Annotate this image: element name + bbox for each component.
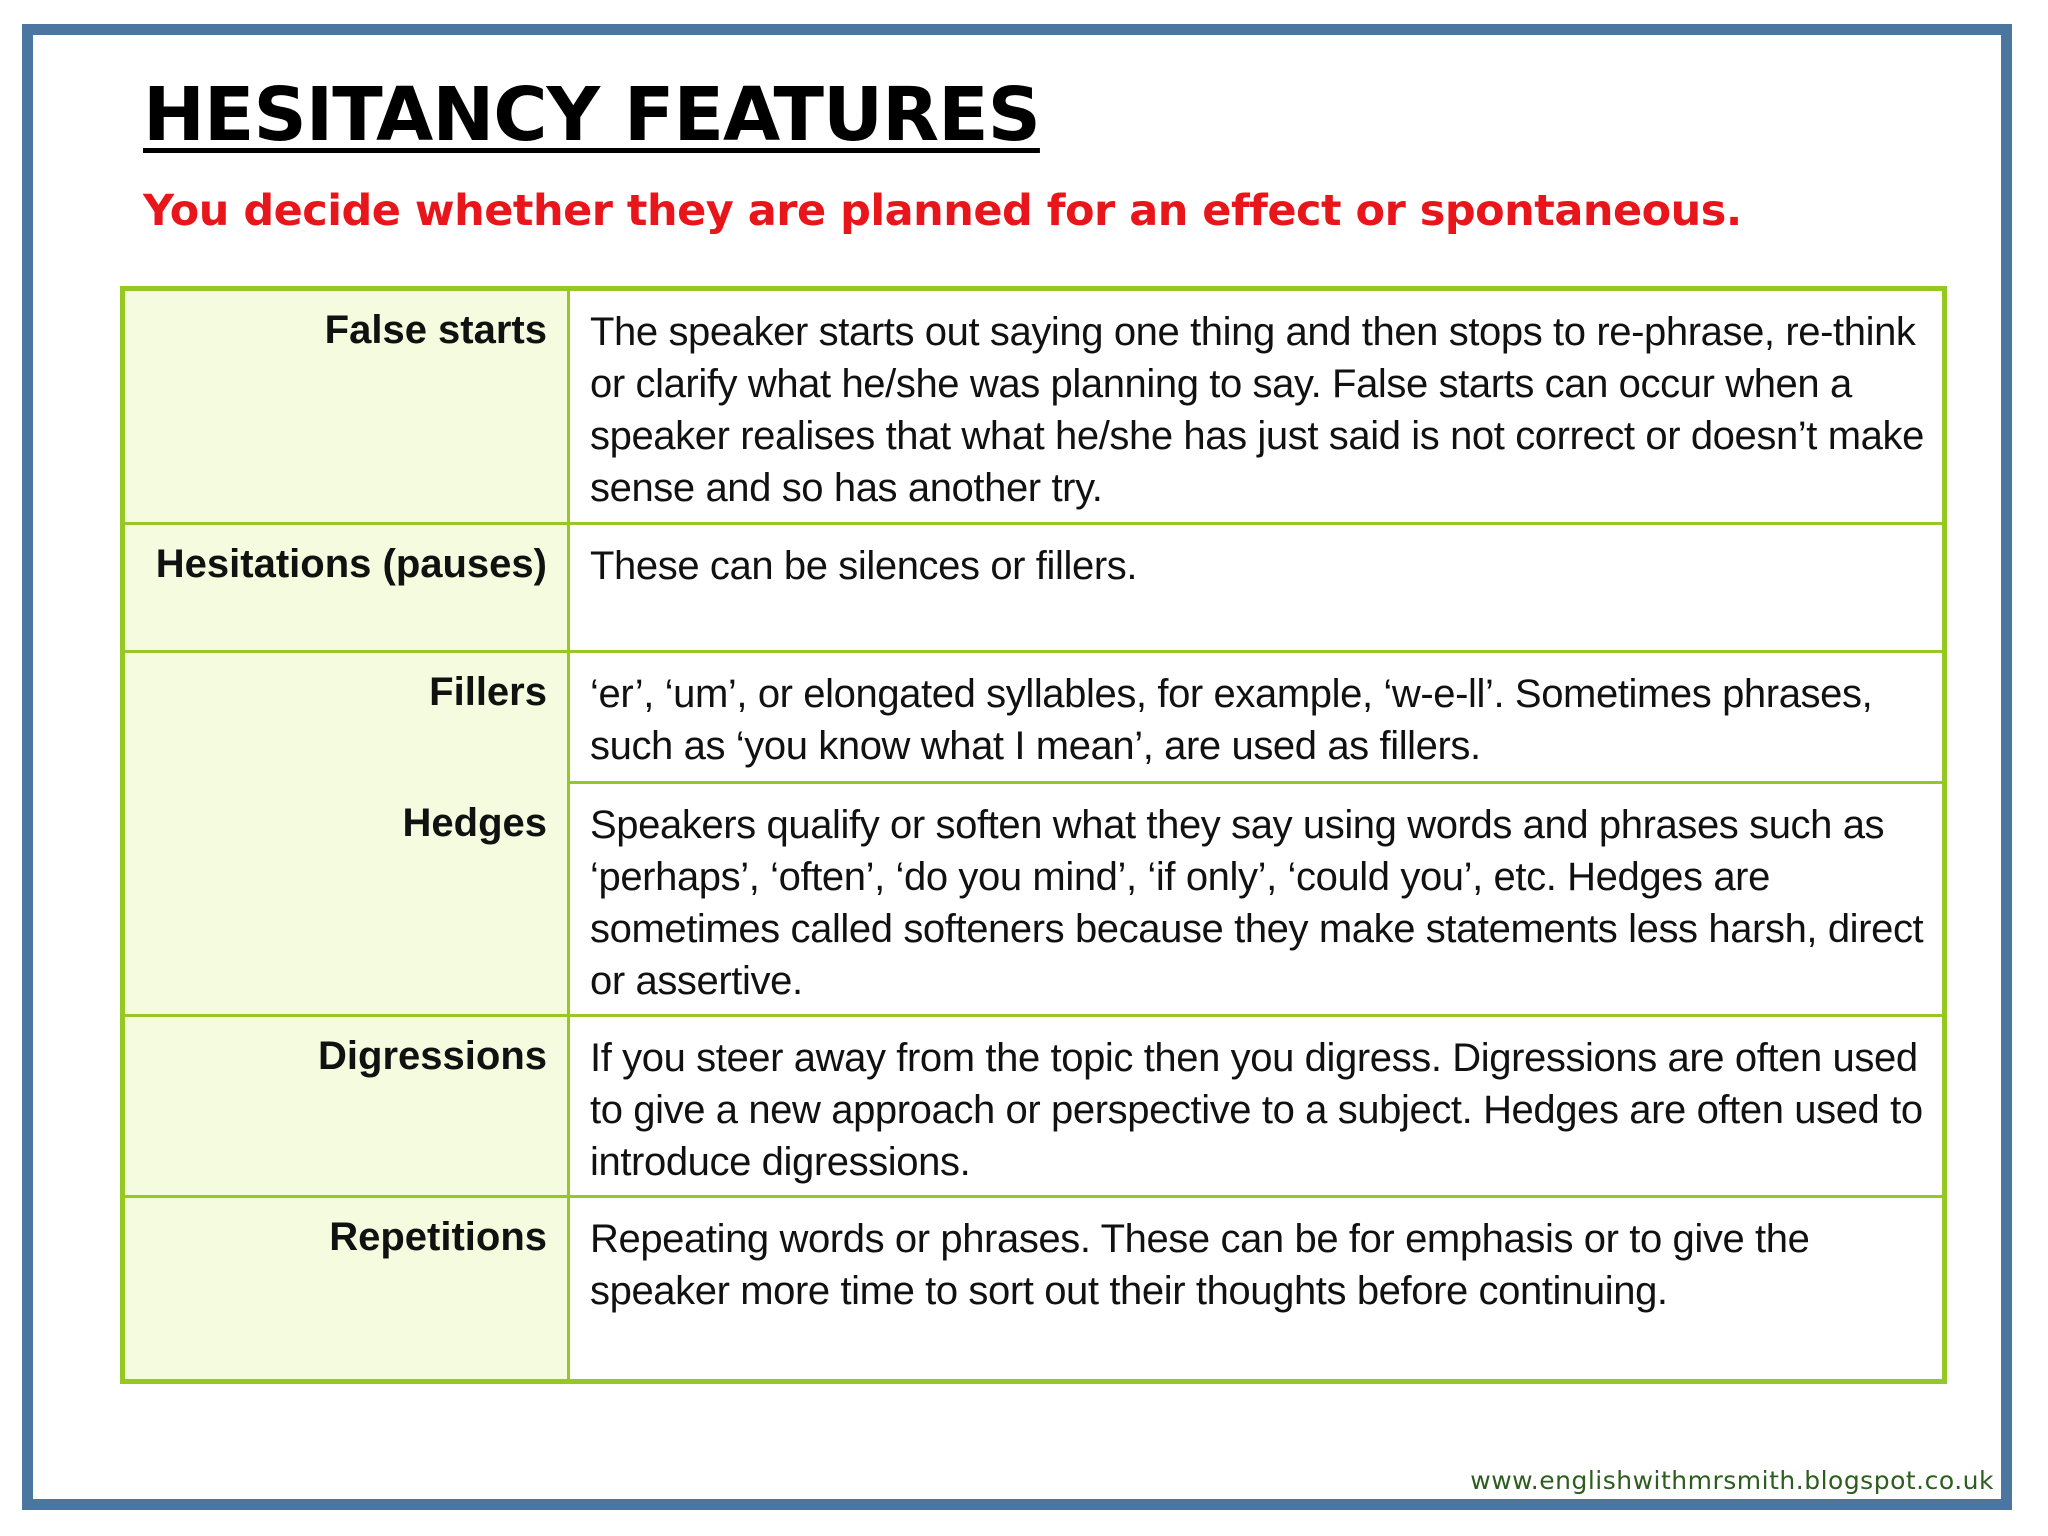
hesitancy-features-table: [120, 286, 1947, 1384]
footer-url: www.englishwithmrsmith.blogspot.co.uk: [1470, 1466, 1994, 1495]
description-hesitations: These can be silences or fillers.: [570, 525, 1942, 653]
term-digressions: Digressions: [125, 1017, 570, 1198]
description-fillers: ‘er’, ‘um’, or elongated syllables, for example, ‘w-e-ll’. Sometimes phrases, such as ‘you know what I mean’, are used as fillers.: [570, 653, 1942, 784]
slide-subtitle: You decide whether they are planned for an effect or spontaneous.: [143, 186, 1742, 236]
description-digressions: If you steer away from the topic then you digress. Digressions are often used to give a new approach or perspective to a subject. Hedges are often used to introduce digressions.: [570, 1017, 1942, 1198]
term-fillers: Fillers: [125, 653, 570, 784]
description-repetitions: Repeating words or phrases. These can be for emphasis or to give the speaker more time to sort out their thoughts before continuing.: [590, 1217, 1810, 1313]
term-false-starts: False starts: [125, 291, 570, 525]
term-hedges: Hedges: [125, 784, 570, 1017]
description-false-starts: The speaker starts out saying one thing and then stops to re-phrase, re-think or clarify what he/she was planning to say. False starts can occur when a speaker realises that what he/she has just said is not correct or doesn’t make sense and so has another try.: [570, 291, 1942, 525]
slide-title: HESITANCY FEATURES: [143, 72, 1040, 158]
term-hesitations: Hesitations (pauses): [125, 525, 570, 653]
term-repetitions: Repetitions: [125, 1198, 570, 1379]
description-hedges: Speakers qualify or soften what they say using words and phrases such as ‘perhaps’, ‘often’, ‘do you mind’, ‘if only’, ‘could you’, etc. Hedges are sometimes called softeners because they make statements less harsh, direct or assertive.: [570, 784, 1942, 1017]
